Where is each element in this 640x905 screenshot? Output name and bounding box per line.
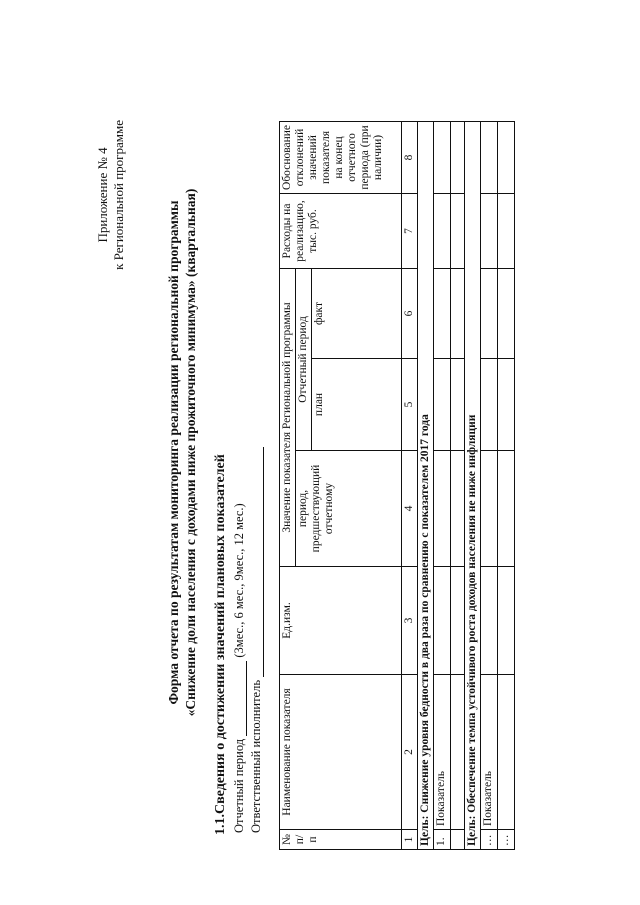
column-numbers-row — [402, 121, 418, 849]
row-prev-cell[interactable] — [434, 451, 451, 567]
header-name: Наименование показателя — [280, 675, 402, 830]
appendix-line-2: к Региональной программе — [111, 120, 126, 270]
row-fact-cell[interactable] — [434, 269, 451, 359]
indicators-table — [279, 121, 515, 850]
header-prev-period: период, предшествующий отчетному — [296, 451, 402, 567]
header-unit: Ед.изм. — [280, 567, 402, 675]
column-number: 1 — [402, 830, 418, 850]
form-title-line-2: «Снижение доли населения с доходами ниже прожиточного минимума» (квартальная) — [183, 188, 198, 717]
row-num: 1. — [434, 830, 451, 850]
header-value-group: Значение показателя Региональной программы — [280, 269, 296, 567]
section-title: 1.1.Сведения о достижении значений плановых показателей — [213, 454, 228, 835]
column-number: 6 — [402, 269, 418, 359]
column-number: 3 — [402, 567, 418, 675]
row-name: Показатель — [481, 675, 498, 830]
row-prev-cell[interactable] — [481, 451, 498, 567]
empty-row — [451, 121, 465, 849]
goal-1-text: Цель: Снижение уровня бедности в два раза по сравнению с показателем 2017 года — [418, 121, 434, 849]
row-justification-cell[interactable] — [481, 121, 498, 193]
row-plan-cell[interactable] — [481, 359, 498, 451]
header-plan: план — [312, 359, 402, 451]
column-number: 7 — [402, 194, 418, 269]
row-justification-cell[interactable] — [498, 121, 515, 193]
row-costs-cell[interactable] — [498, 194, 515, 269]
form-title — [165, 0, 199, 905]
row-num: … — [481, 830, 498, 850]
responsible-executor-blank[interactable] — [263, 447, 264, 677]
column-number: 4 — [402, 451, 418, 567]
row-unit-cell[interactable] — [434, 567, 451, 675]
table-row — [498, 121, 515, 849]
header-justification: Обоснование отклонений значений показателя на конец отчетного периода (при наличии) — [280, 121, 402, 193]
appendix-line-1: Приложение № 4 — [95, 147, 110, 243]
row-prev-cell[interactable] — [498, 451, 515, 567]
goal-2-text: Цель: Обеспечение темпа устойчивого роста доходов населения не ниже инфляции — [465, 121, 481, 849]
row-plan-cell[interactable] — [434, 359, 451, 451]
row-justification-cell[interactable] — [434, 121, 451, 193]
goal-row — [465, 121, 481, 849]
header-costs: Расходы на реализацию, тыс. руб. — [280, 194, 402, 269]
row-num: … — [498, 830, 515, 850]
row-costs-cell[interactable] — [481, 194, 498, 269]
row-fact-cell[interactable] — [498, 269, 515, 359]
reporting-period-blank[interactable] — [246, 661, 247, 736]
row-unit-cell[interactable] — [498, 567, 515, 675]
row-plan-cell[interactable] — [498, 359, 515, 451]
table-row — [434, 121, 451, 849]
appendix-note — [95, 120, 127, 270]
row-unit-cell[interactable] — [481, 567, 498, 675]
form-title-line-1: Форма отчета по результатам мониторинга реализации региональной программы — [166, 200, 181, 705]
column-number: 5 — [402, 359, 418, 451]
table-row — [481, 121, 498, 849]
row-fact-cell[interactable] — [481, 269, 498, 359]
reporting-period-label: Отчетный период — [232, 738, 246, 833]
column-number: 8 — [402, 121, 418, 193]
responsible-executor-field — [249, 447, 264, 833]
header-report-period: Отчетный период — [296, 269, 312, 451]
row-costs-cell[interactable] — [434, 194, 451, 269]
reporting-period-hint: (3мес., 6 мес., 9мес., 12 мес.) — [232, 503, 246, 658]
column-number: 2 — [402, 675, 418, 830]
row-name: Показатель — [434, 675, 451, 830]
table-header-row — [280, 121, 296, 849]
reporting-period-field — [232, 503, 247, 833]
header-fact: факт — [312, 269, 402, 359]
goal-row — [418, 121, 434, 849]
responsible-executor-label: Ответственный исполнитель — [249, 679, 263, 833]
header-num: № п/п — [280, 830, 402, 850]
row-name — [498, 675, 515, 830]
